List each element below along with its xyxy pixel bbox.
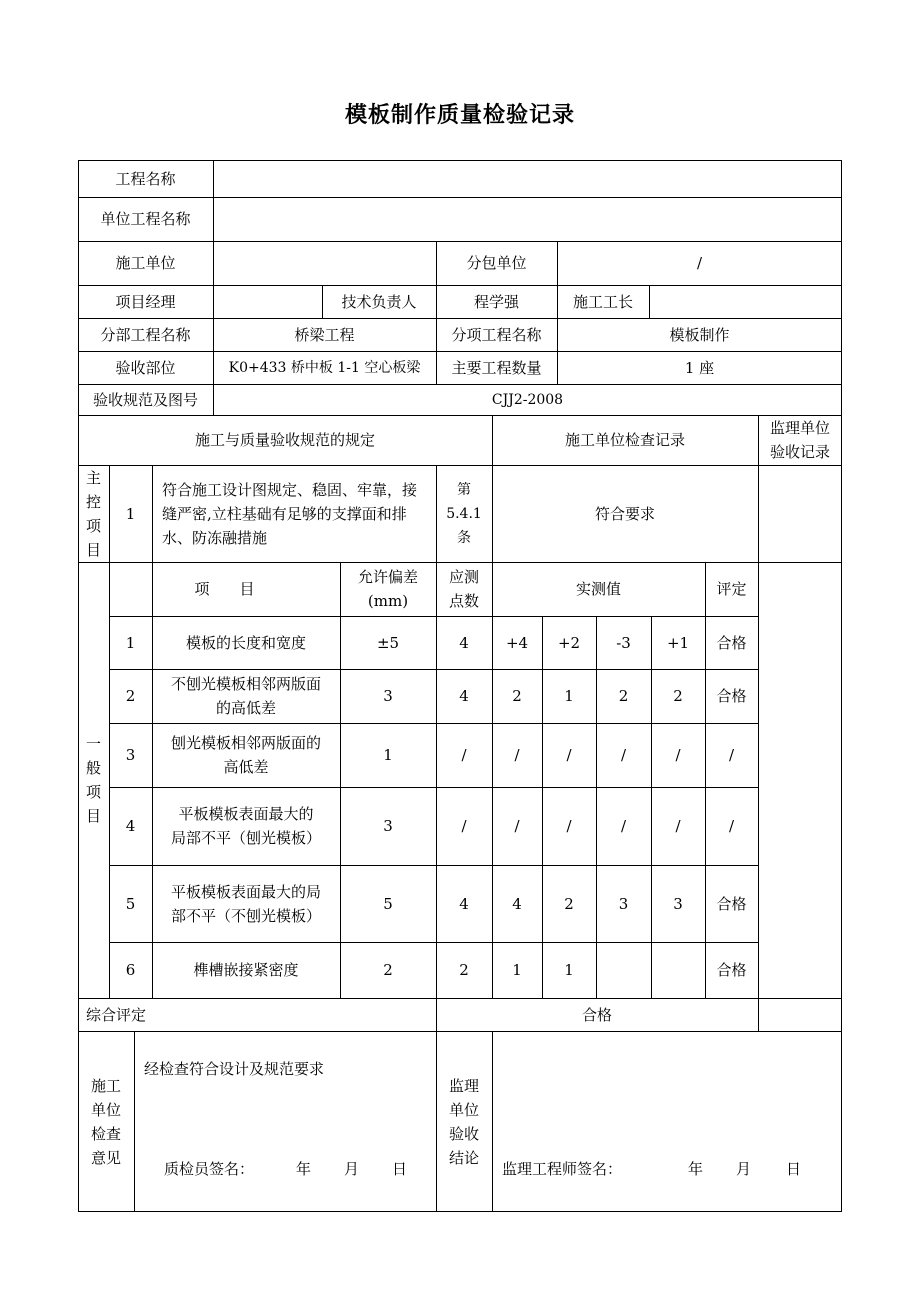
general-row-rating[interactable]: 合格: [716, 961, 747, 979]
main-control-clause-line-1: 第: [457, 481, 471, 498]
inspector-sign-line: [164, 1156, 436, 1182]
general-row-measured-3[interactable]: [596, 942, 651, 998]
general-row-name-line: 刨光模板相邻两版面的: [170, 734, 321, 752]
general-row-rating[interactable]: 合格: [716, 633, 747, 652]
construction-unit-label: 施工单位: [115, 254, 176, 272]
project-name-label: 工程名称: [115, 169, 176, 188]
subcontract-label: 分包单位: [466, 254, 527, 272]
general-label: [78, 562, 109, 998]
construction-opinion-text[interactable]: 经检查符合设计及规范要求: [144, 1060, 325, 1078]
location-value[interactable]: K0+433 桥中板 1-1 空心板梁: [228, 359, 421, 376]
construction-opinion-label-line-4: 意见: [90, 1148, 121, 1167]
general-row-no: 5: [125, 894, 136, 913]
general-row-name-line: 不刨光模板相邻两版面: [170, 675, 321, 693]
general-row-points[interactable]: 2: [459, 961, 469, 979]
engineer-sign-label: 监理工程师签名：: [502, 1160, 623, 1178]
general-row-points[interactable]: /: [461, 817, 467, 835]
general-row-rating[interactable]: 合格: [716, 687, 747, 705]
general-row-points[interactable]: 4: [459, 894, 469, 913]
col-item-header: 项 目: [194, 580, 255, 598]
inspector-date-year: 年: [296, 1160, 312, 1178]
main-control-text-line3: 水、防冻融措施: [162, 528, 268, 547]
main-control-text-line1: 符合施工设计图规定、稳固、牢靠，接: [162, 480, 418, 499]
general-row-name: [152, 787, 340, 865]
engineer-date-year: 年: [688, 1160, 704, 1178]
general-row-measured-2[interactable]: +2: [557, 633, 581, 652]
general-row-name-line: 局部不平（刨光模板）: [170, 829, 321, 847]
supervision-conclusion-label-line-1: 监理: [448, 1076, 479, 1095]
engineer-date-month: 月: [736, 1160, 752, 1178]
col-measured-header: 实测值: [575, 580, 621, 598]
general-row-rating[interactable]: /: [728, 746, 735, 764]
general-label-char-3: 项: [85, 783, 101, 801]
general-row-name-line: 高低差: [223, 758, 269, 776]
general-row-measured-3[interactable]: 2: [618, 687, 629, 705]
main-control-clause-line-3: 条: [457, 529, 471, 546]
general-row-rating[interactable]: 合格: [716, 894, 747, 913]
general-row-name: [152, 616, 340, 669]
main-control-text: [152, 465, 436, 562]
main-control-label-char-3: 项: [85, 516, 101, 535]
general-row-rating[interactable]: /: [728, 817, 735, 835]
engineer-date-day: 日: [786, 1160, 802, 1178]
general-row-measured-1[interactable]: 4: [512, 894, 522, 913]
general-row-tolerance: 2: [383, 961, 393, 979]
supervision-conclusion-label-line-3: 验收: [448, 1124, 479, 1143]
general-row-name-line: 平板模板表面最大的局: [170, 882, 321, 901]
spec-label: 验收规范及图号: [92, 390, 198, 409]
general-row-measured-3[interactable]: 3: [618, 894, 629, 913]
general-row-measured-3[interactable]: /: [620, 817, 627, 835]
main-control-label-char-2: 控: [85, 492, 101, 511]
general-row-name-line: 的高低差: [215, 699, 276, 717]
general-row-name-line: 平板模板表面最大的: [178, 805, 314, 823]
supervision-record-header-line1: 监理单位: [769, 419, 830, 437]
subitem-label: 分项工程名称: [451, 325, 542, 344]
unit-project-value[interactable]: [213, 197, 842, 241]
general-row-no: 2: [125, 687, 136, 705]
spec-rules-header: 施工与质量验收规范的规定: [194, 431, 375, 449]
construction-record-header: 施工单位检查记录: [564, 431, 685, 449]
location-label: 验收部位: [115, 358, 176, 377]
spec-value[interactable]: CJJ2-2008: [491, 391, 564, 408]
main-control-no: 1: [125, 504, 136, 523]
main-control-label-char-1: 主: [85, 468, 101, 487]
general-row-measured-4[interactable]: /: [675, 817, 681, 835]
general-row-no: 3: [125, 746, 136, 764]
general-row-measured-4[interactable]: +1: [666, 633, 690, 652]
general-row-measured-1[interactable]: +4: [505, 633, 529, 652]
general-row-tolerance: 3: [383, 817, 393, 835]
general-row-measured-1[interactable]: /: [514, 817, 520, 835]
general-row-measured-4[interactable]: 3: [673, 894, 683, 913]
construction-opinion-label: [78, 1031, 134, 1212]
general-row-points[interactable]: /: [461, 746, 467, 764]
division-label: 分部工程名称: [100, 325, 191, 344]
general-row-tolerance: 3: [383, 687, 393, 705]
general-row-measured-1[interactable]: /: [514, 746, 520, 764]
subcontract-value[interactable]: /: [696, 254, 703, 272]
general-row-name-line: 部不平（不刨光模板）: [170, 906, 321, 925]
general-row-measured-4[interactable]: 2: [673, 687, 683, 705]
subitem-value[interactable]: 模板制作: [669, 325, 730, 344]
project-manager-label: 项目经理: [115, 292, 176, 311]
supervision-conclusion-label-line-2: 单位: [448, 1100, 479, 1119]
supervision-conclusion-label: [436, 1031, 492, 1212]
general-label-char-2: 般: [85, 759, 101, 777]
foreman-value[interactable]: [649, 285, 842, 318]
tech-lead-value[interactable]: 程学强: [473, 292, 519, 311]
general-row-no: 4: [125, 817, 136, 835]
col-tolerance-line1: 允许偏差: [357, 568, 418, 586]
general-row-measured-2[interactable]: /: [566, 746, 572, 764]
supervision-record-header-line2: 验收记录: [769, 443, 830, 461]
summary-label: 综合评定: [86, 1005, 147, 1024]
summary-supervision[interactable]: [758, 998, 842, 1031]
construction-unit-value[interactable]: [213, 241, 436, 285]
general-row-measured-2[interactable]: 1: [564, 687, 574, 705]
construction-opinion-label-line-1: 施工: [90, 1076, 121, 1095]
supervision-record-header: [758, 415, 842, 465]
inspector-date-day: 日: [392, 1160, 408, 1178]
col-points-line2: 点数: [448, 592, 479, 610]
inspection-form: [78, 160, 842, 1212]
unit-project-label: 单位工程名称: [100, 210, 191, 228]
tech-lead-label: 技术负责人: [341, 292, 417, 311]
general-row-measured-1[interactable]: 1: [512, 961, 522, 979]
construction-opinion-label-line-2: 单位: [90, 1100, 121, 1119]
general-row-measured-4[interactable]: /: [675, 746, 681, 764]
general-row-name: [152, 942, 340, 998]
general-row-measured-3[interactable]: /: [620, 746, 627, 764]
col-tolerance-line2: (mm): [367, 592, 409, 610]
main-control-supervision[interactable]: [758, 465, 842, 562]
inspector-date-month: 月: [344, 1160, 360, 1178]
supervision-conclusion-label-line-4: 结论: [448, 1148, 479, 1167]
col-rating-header: 评定: [716, 580, 747, 598]
col-points-header: [436, 562, 492, 616]
general-row-tolerance: ±5: [376, 633, 400, 652]
main-control-label: [78, 465, 109, 562]
general-row-measured-3[interactable]: -3: [616, 633, 631, 652]
general-row-name-line: 榫槽嵌接紧密度: [193, 961, 299, 979]
general-row-name-line: 模板的长度和宽度: [185, 633, 306, 652]
inspector-sign-label: 质检员签名：: [164, 1160, 255, 1178]
main-control-text-line2: 缝严密,立柱基础有足够的支撑面和排: [162, 504, 407, 523]
col-tolerance-header: [340, 562, 436, 616]
summary-value[interactable]: 合格: [581, 1005, 612, 1024]
general-row-no: 6: [125, 961, 136, 979]
general-row-name: [152, 669, 340, 723]
general-row-tolerance: 5: [383, 894, 393, 913]
quantity-label: 主要工程数量: [451, 358, 542, 377]
general-row-measured-2[interactable]: 2: [564, 894, 574, 913]
general-row-name: [152, 865, 340, 942]
foreman-label: 施工工长: [572, 292, 633, 311]
general-row-points[interactable]: 4: [459, 633, 469, 652]
project-name-value[interactable]: [213, 160, 842, 197]
main-control-result[interactable]: 符合要求: [594, 504, 655, 523]
general-row-tolerance: 1: [383, 746, 393, 764]
general-label-char-1: 一: [85, 735, 101, 753]
general-row-no: 1: [125, 633, 136, 652]
main-control-clause-line-2: 5.4.1: [446, 505, 482, 522]
engineer-sign-line: [502, 1156, 842, 1182]
quantity-value[interactable]: 1 座: [684, 358, 715, 377]
division-value[interactable]: 桥梁工程: [294, 325, 355, 344]
main-control-clause: [436, 465, 492, 562]
general-label-char-4: 目: [85, 807, 101, 825]
general-row-measured-1[interactable]: 2: [512, 687, 522, 705]
general-row-name: [152, 723, 340, 787]
general-row-measured-4[interactable]: [651, 942, 705, 998]
general-row-measured-2[interactable]: /: [566, 817, 572, 835]
col-points-line1: 应测: [448, 568, 479, 586]
construction-opinion-label-line-3: 检查: [90, 1124, 121, 1143]
page-title: 模板制作质量检验记录: [344, 102, 575, 128]
general-row-points[interactable]: 4: [459, 687, 469, 705]
main-control-label-char-4: 目: [85, 540, 101, 559]
general-row-measured-2[interactable]: 1: [564, 961, 574, 979]
project-manager-value[interactable]: [213, 285, 322, 318]
